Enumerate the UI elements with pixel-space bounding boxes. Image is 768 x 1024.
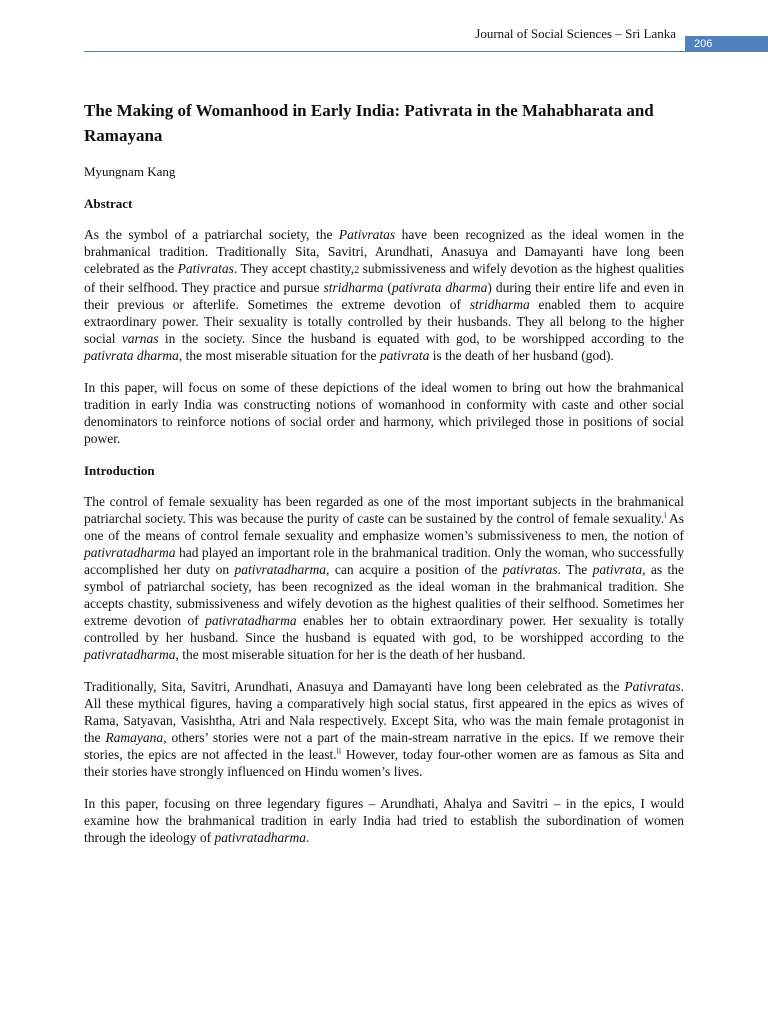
running-header: Journal of Social Sciences – Sri Lanka: [475, 26, 676, 41]
introduction-paragraph-3: In this paper, focusing on three legendary figures – Arundhati, Ahalya and Savitri – in the epics, I would examine how the brahmanical tradition in early India had tried to establish the subordination of women through the ideology of pativratadharma.: [84, 796, 684, 845]
footnote-marker: 2: [354, 265, 360, 276]
page-number-badge: 206: [685, 36, 768, 52]
abstract-paragraph-2: In this paper, will focus on some of these depictions of the ideal women to bring out how the brahmanical tradition in early India was constructing notions of womanhood in conformity with caste and other social denominators to reinforce notions of social order and harmony, which privileged those in positions of social power.: [84, 380, 684, 446]
endnote-marker[interactable]: ii: [336, 746, 342, 756]
introduction-heading: Introduction: [84, 463, 155, 478]
author-name: Myungnam Kang: [84, 164, 176, 179]
introduction-paragraph-2: Traditionally, Sita, Savitri, Arundhati, Anasuya and Damayanti have long been celebrated as the Pativratas. All these mythical figures, having a comparatively high social status, first appeared in the epics as wives of Rama, Satyavan, Vasishtha, Atri and Nala respectively. Except Sita, who was the main female protagonist in the Ramayana, others’ stories were not a part of the main-stream narrative in the epics. If we remove their stories, the epics are not affected in the least.$^{ii}$ However, today four-other women are as famous as Sita and their stories have strongly influenced on Hindu women’s lives.: [84, 679, 684, 779]
header-rule: [84, 51, 685, 52]
abstract-paragraph-1: As the symbol of a patriarchal society, the Pativratas have been recognized as the ideal women in the brahmanical tradition. Traditionally Sita, Savitri, Arundhati, Anasuya and Damayanti have long been celebrated as the Pativratas. They accept chastity,2 submissiveness and wifely devotion as the highest qualities of their selfhood. They practice and pursue stridharma (pativrata dharma) during their entire life and even in their previous or afterlife. Sometimes the extreme devotion of stridharma enabled them to acquire extraordinary power. Their sexuality is totally controlled by their husbands. They all belong to the higher social varnas in the society. Since the husband is equated with god, to be worshipped according to the pativrata dharma, the most miserable situation for the pativrata is the death of her husband (god).: [84, 227, 684, 363]
endnote-marker[interactable]: i: [664, 510, 667, 520]
article-body: [84, 98, 684, 846]
abstract-heading: Abstract: [84, 196, 133, 211]
introduction-paragraph-1: The control of female sexuality has been regarded as one of the most important subjects in the brahmanical patriarchal society. This was because the purity of caste can be sustained by the control of female sexuality.$^i$ As one of the means of control female sexuality and emphasize women’s submissiveness to men, the notion of pativratadharma had played an important role in the brahmanical tradition. Only the woman, who successfully accomplished her duty on pativratadharma, can acquire a position of the pativratas. The pativrata, as the symbol of patriarchal society, has been recognized as the ideal woman in the brahmanical tradition. She accepts chastity, submissiveness and wifely devotion as the highest qualities of their selfhood. Sometimes her extreme devotion of pativratadharma enables her to obtain extraordinary power. Her sexuality is totally controlled by her husband. Since the husband is equated with god, to be worshipped according to the pativratadharma, the most miserable situation for her is the death of her husband.: [84, 494, 685, 662]
article-title: The Making of Womanhood in Early India: Pativrata in the Mahabharata and Ramayana: [84, 101, 654, 145]
